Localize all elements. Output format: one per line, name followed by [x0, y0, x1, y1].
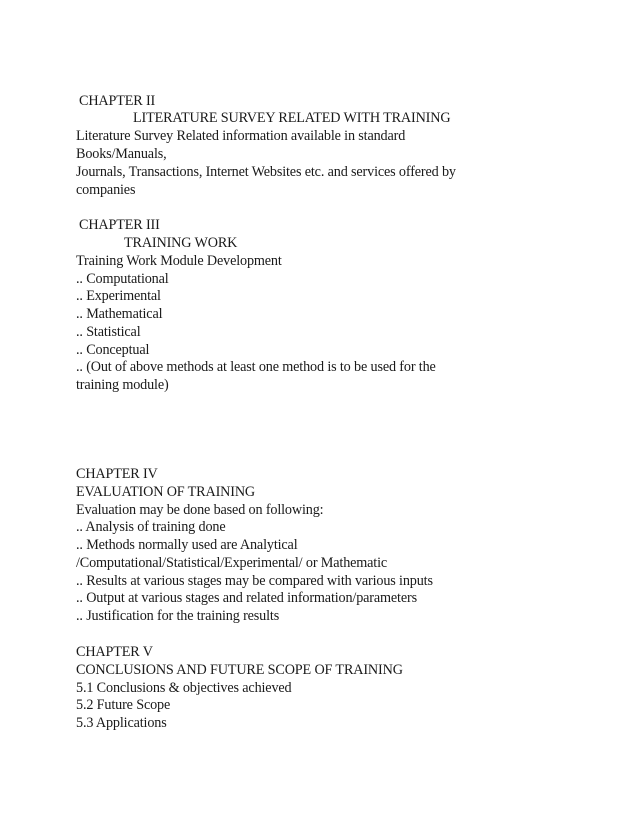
chapter-3-heading: TRAINING WORK [124, 235, 238, 251]
chapter-4-line: .. Justification for the training results [76, 608, 280, 624]
chapter-4-title: CHAPTER IV [76, 466, 158, 482]
chapter-3-line: .. Experimental [76, 288, 161, 304]
chapter-4-line: Evaluation may be done based on following: [76, 502, 324, 518]
chapter-2-title: CHAPTER II [79, 93, 156, 109]
chapter-2-line: Books/Manuals, [76, 146, 167, 162]
chapter-3-line: .. Computational [76, 271, 169, 287]
chapter-2-line: companies [76, 182, 136, 198]
chapter-3-line: .. Statistical [76, 324, 141, 340]
chapter-4-line: .. Methods normally used are Analytical [76, 537, 298, 553]
chapter-5-heading: CONCLUSIONS AND FUTURE SCOPE OF TRAINING [76, 662, 403, 678]
chapter-5-line: 5.2 Future Scope [76, 697, 171, 713]
chapter-5-title: CHAPTER V [76, 644, 153, 660]
chapter-5-line: 5.1 Conclusions & objectives achieved [76, 680, 292, 696]
chapter-4-line: .. Results at various stages may be compared with various inputs [76, 573, 433, 589]
chapter-4-line: /Computational/Statistical/Experimental/ or Mathematic [76, 555, 388, 571]
chapter-4-line: .. Output at various stages and related information/parameters [76, 590, 417, 606]
chapter-2-heading: LITERATURE SURVEY RELATED WITH TRAINING [133, 110, 451, 126]
chapter-2-line: Literature Survey Related information available in standard [76, 128, 406, 144]
chapter-3-title: CHAPTER III [79, 217, 160, 233]
chapter-3-line: .. (Out of above methods at least one method is to be used for the [76, 359, 436, 375]
chapter-3-line: training module) [76, 377, 169, 393]
chapter-4-heading: EVALUATION OF TRAINING [76, 484, 256, 500]
chapter-3-line: .. Conceptual [76, 342, 150, 358]
chapter-3-line: Training Work Module Development [76, 253, 282, 269]
chapter-5-line: 5.3 Applications [76, 715, 167, 731]
chapter-3-line: .. Mathematical [76, 306, 163, 322]
chapter-2-line: Journals, Transactions, Internet Websites etc. and services offered by [76, 164, 456, 180]
chapter-4-line: .. Analysis of training done [76, 519, 226, 535]
